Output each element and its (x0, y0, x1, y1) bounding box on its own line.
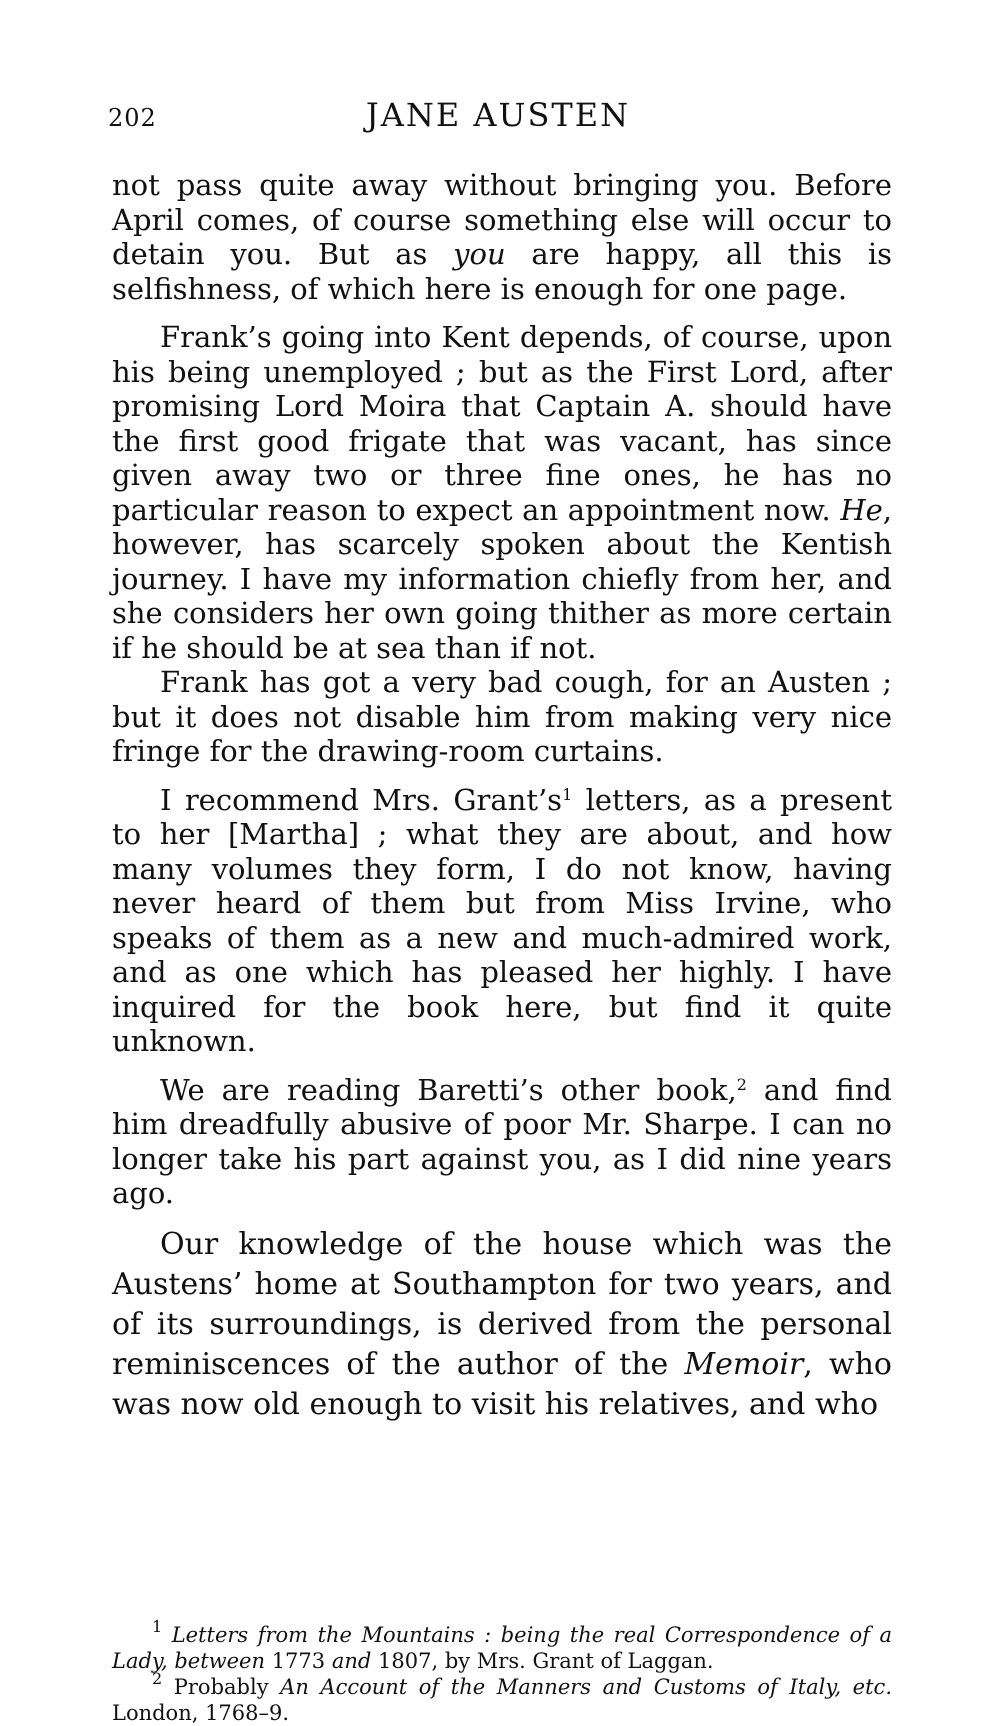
emphasis-he: He (840, 492, 883, 527)
footnote-reference-1: 1 (562, 784, 573, 804)
letter-paragraph-4: I recommend Mrs. $Grant’s^1$ letters, as a present to her [Martha] ; what they are about, and how many volumes they form, I do not know, having never heard of them but from Miss Irvine, who speaks of them as a new and much-admired work, and as one which has pleased her highly. I have inquired for the book here, but find it quite unknown. (112, 782, 892, 1058)
emphasis-you: you (453, 237, 506, 271)
running-title: JANE AUSTEN (365, 96, 631, 134)
page-number: 202 (108, 104, 157, 132)
footnote-reference-2: 2 (736, 1074, 747, 1094)
narrative-paragraph: Our knowledge of the house which was the Austens’ home at Southampton for two years, and of its surroundings, is derived from the personal reminiscences of the author of the Memoir, who was now old enough to visit his relatives, and who (112, 1226, 892, 1422)
letter-paragraph-5: We are reading Baretti’s other book,$^2$ and find him dreadfully abusive of poor Mr. Sharpe. I can no longer take his part against you, as I did nine years ago. (112, 1072, 892, 1210)
letter-paragraph-1: not pass quite away without bringing you. Before April comes, of course something else will occur to detain you. But as you are happy, all this is selfishness, of which here is enough for one page. (112, 168, 893, 306)
footnote-2: $^2$ Probably An Account of the Manners and Customs of Italy, etc. London, 1768–9. (112, 1669, 892, 1725)
page-body (112, 168, 892, 1425)
letter-paragraph-3: Frank has got a very bad cough, for an Austen ; but it does not disable him from making very nice fringe for the drawing-room curtains. (112, 665, 892, 768)
page-header (108, 96, 888, 136)
emphasis-memoir: Memoir (684, 1346, 804, 1382)
letter-paragraph-2: Frank’s going into Kent depends, of course, upon his being unemployed ; but as the First Lord, after promising Lord Moira that Captain A. should have the first good frigate that was vacant, has since given away two or three fine ones, he has no particular reason to expect an appointment now. He, however, has scarcely spoken about the Kentish journey. I have my information chiefly from her, and she considers her own going thither as more certain if he should be at sea than if not. (112, 320, 892, 665)
footnotes (112, 1617, 892, 1726)
footnote-1: $^1$ Letters from the Mountains : being the real Correspondence of a Lady, between 1773 and 1807, by Mrs. Grant of Laggan. (112, 1617, 892, 1673)
